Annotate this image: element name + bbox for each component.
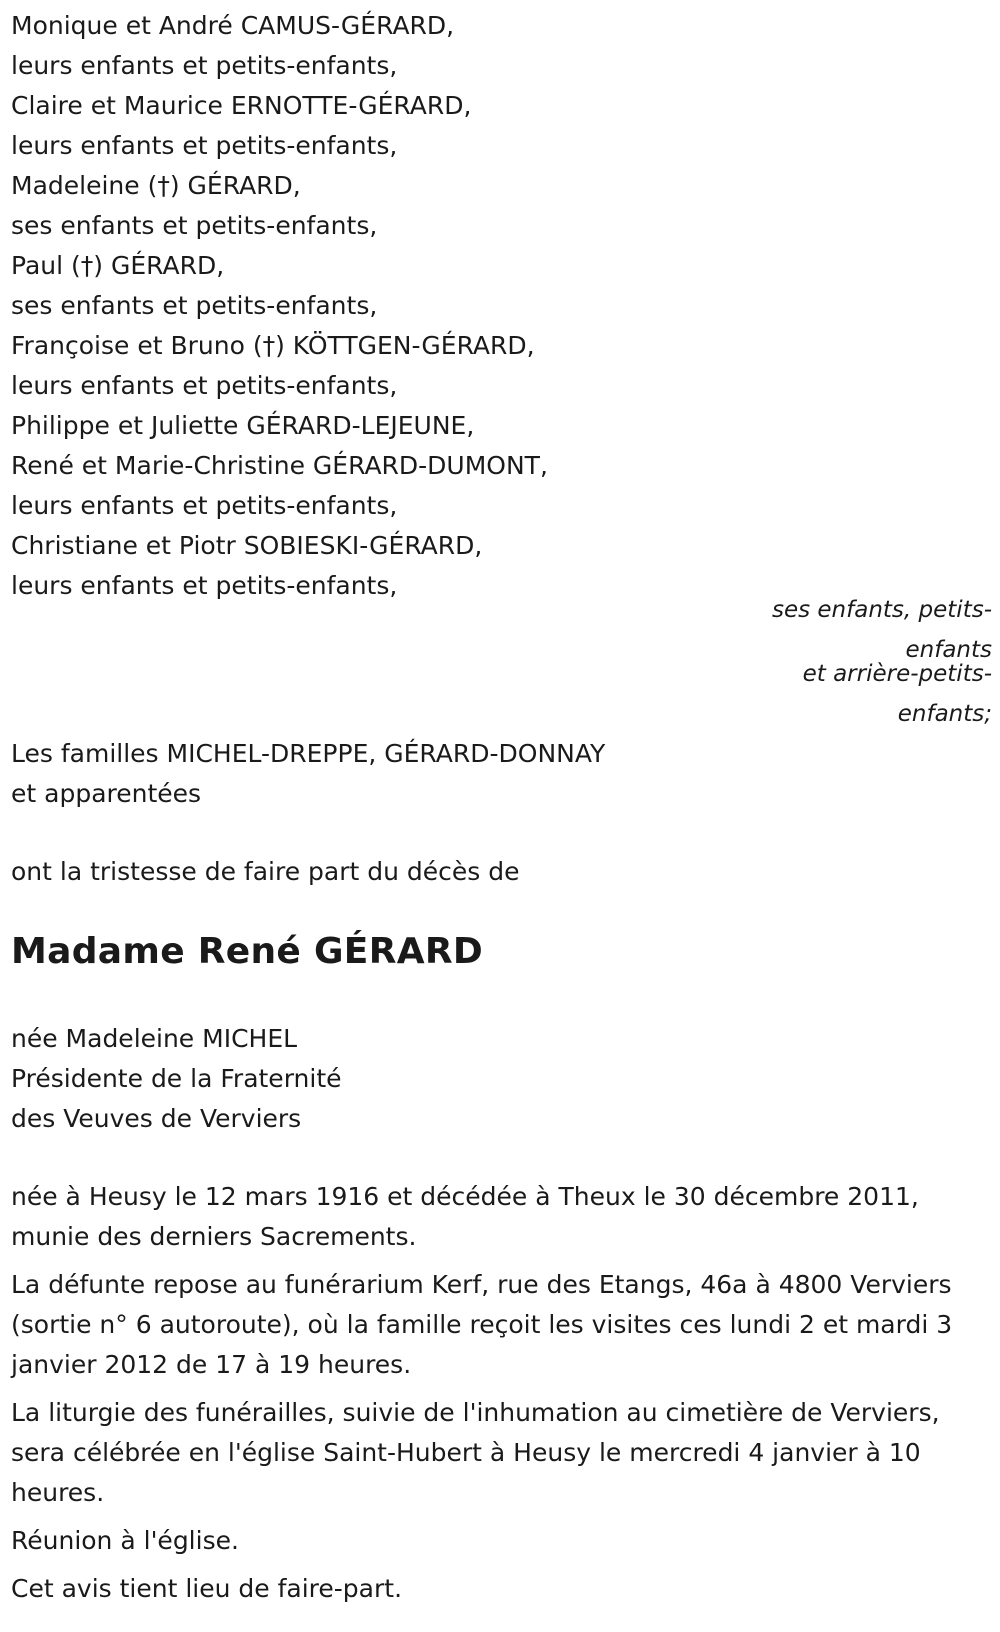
- family-line: leurs enfants et petits-enfants,: [11, 371, 398, 400]
- descendants-note-line: ses enfants, petits-enfants: [771, 597, 992, 663]
- meeting-paragraph: Réunion à l'église.: [11, 1526, 239, 1555]
- funeral-details: [11, 1177, 986, 1617]
- family-line: Monique et André CAMUS-GÉRARD,: [11, 11, 455, 40]
- family-line: Philippe et Juliette GÉRARD-LEJEUNE,: [11, 411, 475, 440]
- family-line: Françoise et Bruno (†) KÖTTGEN-GÉRARD,: [11, 331, 535, 360]
- announcement-text: ont la tristesse de faire part du décès de: [11, 857, 520, 886]
- family-line: leurs enfants et petits-enfants,: [11, 51, 398, 80]
- family-line: leurs enfants et petits-enfants,: [11, 571, 398, 600]
- family-line: Claire et Maurice ERNOTTE-GÉRARD,: [11, 91, 472, 120]
- funerarium-paragraph: La défunte repose au funérarium Kerf, rue des Etangs, 46a à 4800 Verviers (sortie n° 6 autoroute), où la famille reçoit les visites ces lundi 2 et mardi 3 janvier 2012 de 17 à 19 heures.: [11, 1270, 953, 1379]
- family-list: [11, 6, 711, 606]
- family-line: leurs enfants et petits-enfants,: [11, 131, 398, 160]
- descendants-note: [747, 590, 992, 734]
- role-line: Présidente de la Fraternité: [11, 1064, 342, 1093]
- family-line: Madeleine (†) GÉRARD,: [11, 171, 301, 200]
- closing-paragraph: Cet avis tient lieu de faire-part.: [11, 1574, 403, 1603]
- related-families-line: Les familles MICHEL-DREPPE, GÉRARD-DONNAY: [11, 739, 606, 768]
- liturgy-paragraph: La liturgie des funérailles, suivie de l'inhumation au cimetière de Verviers, sera célébrée en l'église Saint-Hubert à Heusy le mercredi 4 janvier à 10 heures.: [11, 1398, 940, 1507]
- family-line: Christiane et Piotr SOBIESKI-GÉRARD,: [11, 531, 483, 560]
- family-line: René et Marie-Christine GÉRARD-DUMONT,: [11, 451, 548, 480]
- family-line: ses enfants et petits-enfants,: [11, 291, 378, 320]
- related-families: [11, 734, 605, 814]
- descendants-note-line: et arrière-petits-enfants;: [802, 661, 992, 727]
- deceased-name: Madame René GÉRARD: [11, 931, 484, 972]
- family-line: leurs enfants et petits-enfants,: [11, 491, 398, 520]
- maiden-name: née Madeleine MICHEL: [11, 1024, 298, 1053]
- birth-death-paragraph: née à Heusy le 12 mars 1916 et décédée à Theux le 30 décembre 2011, munie des derniers Sacrements.: [11, 1182, 919, 1251]
- family-line: ses enfants et petits-enfants,: [11, 211, 378, 240]
- related-families-line: et apparentées: [11, 779, 202, 808]
- family-line: Paul (†) GÉRARD,: [11, 251, 225, 280]
- role-line: des Veuves de Verviers: [11, 1104, 302, 1133]
- deceased-identity: [11, 1019, 342, 1139]
